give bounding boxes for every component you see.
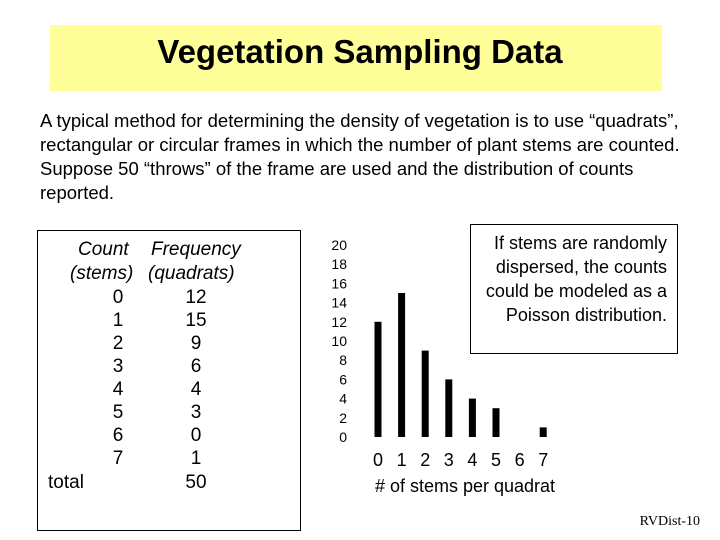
table-cell-frequency: 0 xyxy=(190,425,202,446)
y-tick-label: 20 xyxy=(331,237,347,253)
x-tick-label: 7 xyxy=(538,450,549,470)
table-cell-frequency: 9 xyxy=(190,333,202,354)
bar xyxy=(422,351,429,437)
slide-number: RVDist-10 xyxy=(639,514,700,529)
x-tick-label: 1 xyxy=(396,450,407,470)
bar xyxy=(398,293,405,437)
table-cell-frequency: 4 xyxy=(190,379,202,400)
y-tick-label: 4 xyxy=(339,390,347,407)
table-cell-frequency: 12 xyxy=(185,287,207,308)
table-cell-count: 6 xyxy=(112,425,124,446)
page-title: Vegetation Sampling Data xyxy=(157,33,563,70)
bar xyxy=(375,322,382,437)
x-tick-label: 5 xyxy=(490,450,502,470)
table-cell-count: 4 xyxy=(112,379,124,400)
table-cell-count: 3 xyxy=(112,356,124,377)
count-header-unit: (stems) xyxy=(70,263,134,284)
total-label: total xyxy=(48,472,84,493)
frequency-table xyxy=(37,230,301,531)
y-tick-label: 18 xyxy=(331,256,347,273)
table-cell-frequency: 1 xyxy=(190,448,202,469)
y-tick-label: 2 xyxy=(339,409,347,426)
count-header: Count xyxy=(78,239,129,260)
y-tick-label: 14 xyxy=(331,294,347,311)
frequency-header: Frequency xyxy=(151,239,241,260)
bar xyxy=(493,408,500,437)
total-value: 50 xyxy=(185,472,207,493)
table-cell-count: 0 xyxy=(112,287,124,308)
y-tick-label: 0 xyxy=(339,429,347,445)
x-tick-label: 3 xyxy=(443,450,454,470)
x-axis-label: # of stems per quadrat xyxy=(374,476,556,496)
bar xyxy=(469,399,476,437)
table-cell-frequency: 15 xyxy=(185,310,207,331)
y-tick-label: 6 xyxy=(339,371,347,388)
table-cell-frequency: 6 xyxy=(190,356,202,377)
x-tick-label: 0 xyxy=(372,450,384,470)
y-tick-label: 8 xyxy=(339,352,347,369)
bar xyxy=(540,427,547,437)
y-tick-label: 12 xyxy=(331,313,347,330)
x-tick-label: 6 xyxy=(514,450,525,470)
y-tick-label: 10 xyxy=(331,333,347,349)
intro-paragraph: A typical method for determining the density of vegetation is to use “quadrats”, rectangular or circular frames in which the number of plant stems are counted. Suppose 50 “throws” of the frame are used and the distribution of counts reported. xyxy=(40,110,680,203)
table-cell-count: 1 xyxy=(112,310,124,331)
x-tick-label: 2 xyxy=(420,450,431,470)
table-cell-count: 2 xyxy=(112,333,124,354)
table-cell-count: 5 xyxy=(112,402,124,423)
table-cell-count: 7 xyxy=(112,448,124,469)
frequency-header-unit: (quadrats) xyxy=(148,263,235,284)
y-tick-label: 16 xyxy=(331,275,347,292)
poisson-note: If stems are randomly dispersed, the counts could be modeled as a Poisson distribution. xyxy=(470,224,678,354)
table-cell-frequency: 3 xyxy=(190,402,202,423)
bar xyxy=(445,379,452,437)
x-tick-label: 4 xyxy=(467,450,478,470)
